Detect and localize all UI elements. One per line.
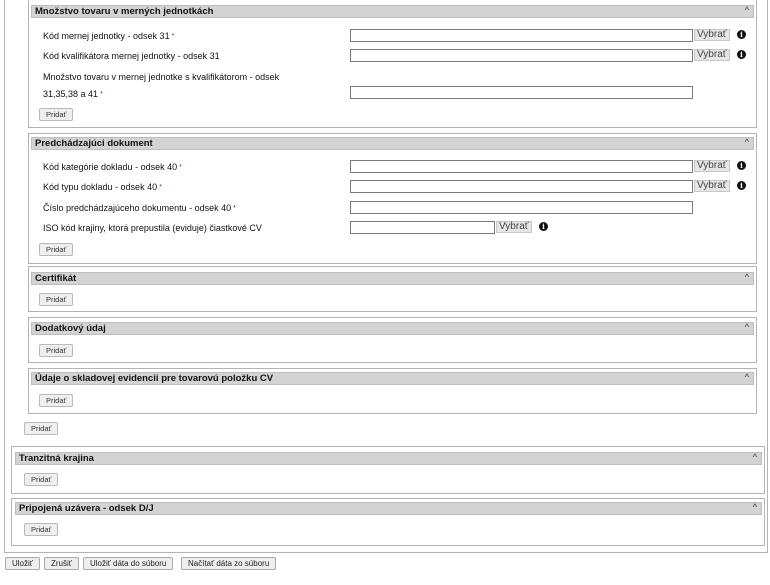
vybrat-button[interactable]: Vybrať — [694, 49, 730, 61]
collapse-icon[interactable]: ^ — [744, 5, 749, 15]
section-header-pripojena — [15, 502, 762, 515]
info-icon[interactable]: i — [737, 161, 746, 170]
field-label: ISO kód krajiny, ktorá prepustila (eviduje) čiastkové CV — [43, 223, 262, 233]
field-label: Množstvo tovaru v mernej jednotke s kvalifikátorom - odsek — [43, 72, 280, 82]
field-label: Číslo predchádzajúceho dokumentu - odsek 40 * — [43, 203, 236, 213]
section-header-udaje-sklad — [31, 372, 754, 385]
required-marker: * — [159, 184, 162, 191]
required-marker: * — [171, 33, 175, 40]
add-button[interactable]: Pridať — [39, 293, 73, 306]
collapse-icon[interactable]: ^ — [752, 452, 757, 462]
section-title: Údaje o skladovej evidencii pre tovarovú položku CV — [35, 373, 274, 384]
info-icon[interactable]: i — [737, 30, 746, 39]
collapse-icon[interactable]: ^ — [744, 322, 749, 332]
add-button[interactable]: Pridať — [24, 473, 58, 486]
section-header-predchadzajuci — [31, 137, 754, 150]
cislo-dokumentu-input[interactable] — [350, 201, 693, 214]
cancel-button[interactable]: Zrušiť — [44, 557, 79, 570]
field-label: Kód typu dokladu - odsek 40 * — [43, 182, 162, 192]
vybrat-button[interactable]: Vybrať — [496, 221, 532, 233]
save-to-file-button[interactable]: Uložiť dáta do súboru — [83, 557, 173, 570]
kod-mernej-jednotky-input[interactable] — [350, 29, 693, 42]
add-button[interactable]: Pridať — [24, 523, 58, 536]
mnozstvo-input[interactable] — [350, 86, 693, 99]
info-icon[interactable]: i — [737, 50, 746, 59]
section-header-mnozstvo — [31, 5, 754, 18]
section-mnozstvo — [28, 0, 757, 128]
kod-kvalifikatora-input[interactable] — [350, 49, 693, 62]
save-button[interactable]: Uložiť — [5, 557, 40, 570]
add-button[interactable]: Pridať — [39, 394, 73, 407]
add-item-button[interactable]: Pridať — [24, 422, 58, 435]
required-marker: * — [100, 91, 103, 98]
section-title: Tranzitná krajina — [19, 453, 94, 464]
collapse-icon[interactable]: ^ — [744, 272, 749, 282]
add-button[interactable]: Pridať — [39, 243, 73, 256]
info-icon[interactable]: i — [539, 222, 548, 231]
kod-kategorie-input[interactable] — [350, 160, 693, 173]
info-icon[interactable]: i — [737, 181, 746, 190]
required-marker: * — [179, 164, 182, 171]
section-predchadzajuci — [28, 133, 757, 264]
field-label: Kód mernej jednotky - odsek 31 * — [43, 31, 175, 41]
required-marker: * — [233, 205, 236, 212]
iso-kod-input[interactable] — [350, 221, 495, 234]
section-title: Dodatkový údaj — [35, 323, 106, 334]
section-header-certifikat — [31, 272, 754, 285]
collapse-icon[interactable]: ^ — [744, 372, 749, 382]
add-button[interactable]: Pridať — [39, 344, 73, 357]
vybrat-button[interactable]: Vybrať — [694, 160, 730, 172]
vybrat-button[interactable]: Vybrať — [694, 180, 730, 192]
section-title: Predchádzajúci dokument — [35, 138, 153, 149]
collapse-icon[interactable]: ^ — [744, 137, 749, 147]
field-label: Kód kvalifikátora mernej jednotky - odsek 31 — [43, 51, 220, 61]
collapse-icon[interactable]: ^ — [752, 502, 757, 512]
field-label: 31,35,38 a 41 * — [43, 89, 103, 99]
section-header-tranzitna — [15, 452, 762, 465]
vybrat-button[interactable]: Vybrať — [694, 29, 730, 41]
section-header-dodatkovy — [31, 322, 754, 335]
section-title: Množstvo tovaru v merných jednotkách — [35, 6, 214, 17]
field-label: Kód kategórie dokladu - odsek 40 * — [43, 162, 182, 172]
add-button[interactable]: Pridať — [39, 108, 73, 121]
kod-typu-input[interactable] — [350, 180, 693, 193]
load-from-file-button[interactable]: Načítať dáta zo súboru — [181, 557, 276, 570]
section-title: Certifikát — [35, 273, 77, 284]
section-title: Pripojená uzávera - odsek D/J — [19, 503, 154, 514]
